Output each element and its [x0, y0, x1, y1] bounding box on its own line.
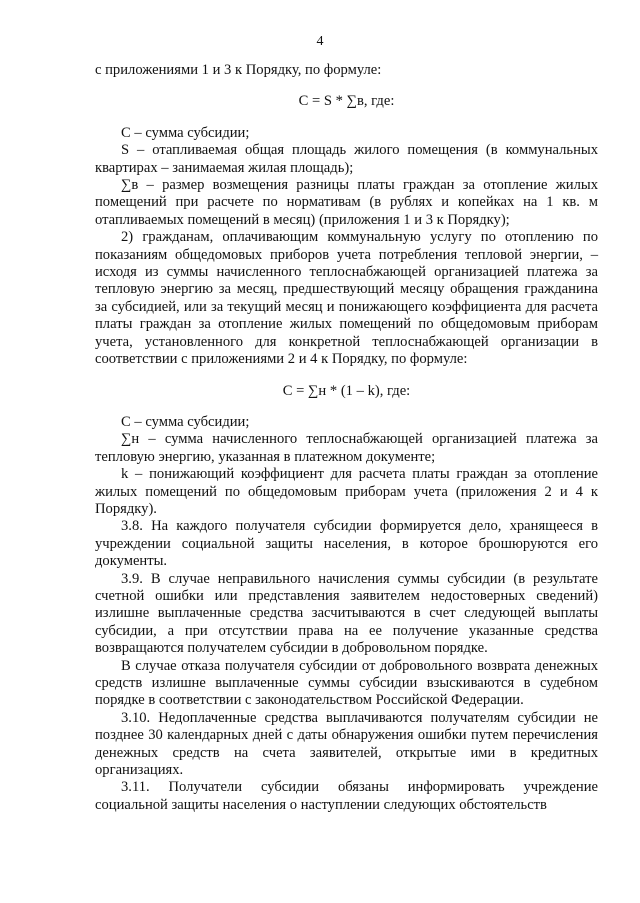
- formula-1-def-c: С – сумма субсидии;: [121, 124, 250, 141]
- paragraph-continuation: с приложениями 1 и 3 к Порядку, по формуле:: [95, 62, 382, 78]
- formula-2-def-sum: ∑н – сумма начисленного теплоснабжающей организацией платежа за тепловую энергию, указанная в платежном документе;: [95, 431, 598, 465]
- formula-1: С = S * ∑в, где:: [298, 93, 395, 110]
- paragraph-3-10: 3.10. Недоплаченные средства выплачиваются получателям субсидии не позднее 30 календарных дней с даты обнаружения ошибки путем перечисления денежных средств на счета заявителей, открытые ими в кредитных организациях.: [95, 709, 598, 779]
- paragraph-3-8: 3.8. На каждого получателя субсидии формируется дело, хранящееся в учреждении социальной защиты населения, в которое брошюруются его документы.: [95, 518, 598, 570]
- paragraph-3-9: 3.9. В случае неправильного начисления суммы субсидии (в результате счетной ошибки или представления заявителем недостоверных сведений) излишне выплаченные средства засчитываются в счет следующей выплаты субсидии, а при отсутствии права на ее получение указанные средства возвращаются получателем субсидии в добровольном порядке.: [95, 570, 598, 657]
- paragraph-3-11: 3.11. Получатели субсидии обязаны информировать учреждение социальной защиты населения о наступлении следующих обстоятельств: [95, 779, 598, 813]
- formula-1-def-s: S – отапливаемая общая площадь жилого помещения (в коммунальных квартирах – занимаемая жилая площадь);: [95, 142, 598, 176]
- formula-1-def-sum: ∑в – размер возмещения разницы платы граждан за отопление жилых помещений при расчете по нормативам (в рублях и копейках на 1 кв. м отапливаемых помещений в месяц) (приложения 1 и 3 к Порядку);: [95, 177, 598, 228]
- page-number: 4: [316, 34, 324, 49]
- formula-2-def-c: С – сумма субсидии;: [121, 413, 250, 430]
- document-body: [95, 62, 598, 814]
- formula-2: С = ∑н * (1 – k), где:: [282, 382, 411, 399]
- paragraph-item-2: 2) гражданам, оплачивающим коммунальную услугу по отоплению по показаниям общедомовых приборов учета потребления тепловой энергии, – исходя из суммы начисленного теплоснабжающей организацией платежа за тепловую энергию за месяц, предшествующий месяцу обращения гражданина за субсидией, или за текущий месяц и понижающего коэффициента для расчета платы граждан за отопление жилых помещений по общедомовым приборам учета, установленного для конкретной теплоснабжающей организации в соответствии с приложениями 2 и 4 к Порядку, по формуле:: [95, 229, 598, 368]
- formula-2-def-k: k – понижающий коэффициент для расчета платы граждан за отопление жилых помещений по общедомовым приборам учета (приложения 2 и 4 к Порядку).: [95, 466, 598, 517]
- paragraph-3-9-refusal: В случае отказа получателя субсидии от добровольного возврата денежных средств излишне выплаченные суммы субсидии взыскиваются в судебном порядке в соответствии с законодательством Российской Федерации.: [95, 657, 598, 709]
